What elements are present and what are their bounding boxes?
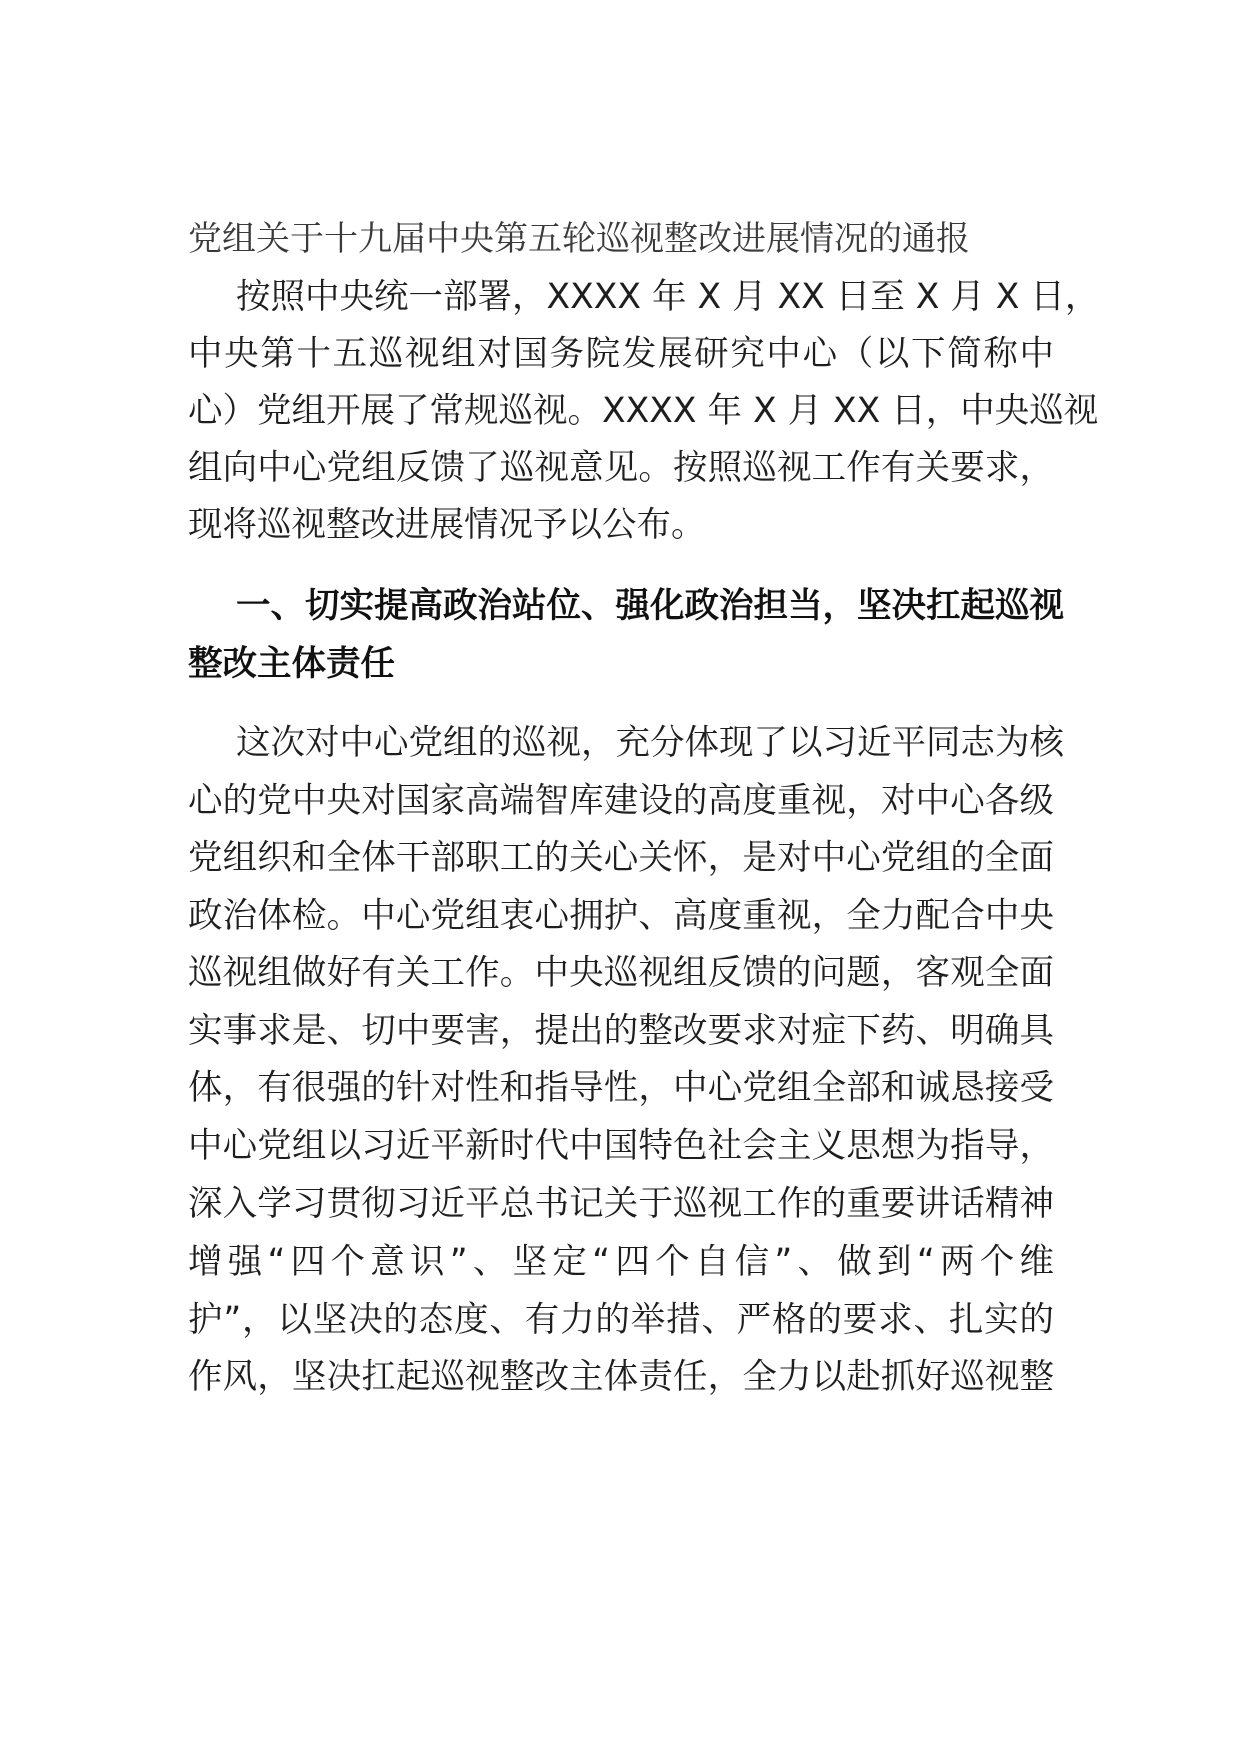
paragraph-1-line: 按照中央统一部署，XXXX 年 X 月 XX 日至 X 月 X 日， [236, 277, 1100, 317]
section-heading-line: 整改主体责任 [188, 644, 395, 684]
paragraph-1-line: 心）党组开展了常规巡视。XXXX 年 X 月 XX 日，中央巡视 [188, 391, 1099, 431]
paragraph-2-line: 这次对中心党组的巡视，充分体现了以习近平同志为核 [236, 723, 1064, 763]
paragraph-1-line: 现将巡视整改进展情况予以公布。 [188, 505, 706, 545]
paragraph-2-line: 增强“四个意识”、坚定“四个自信”、做到“两个维 [188, 1242, 1054, 1282]
paragraph-2-line: 护”，以坚决的态度、有力的举措、严格的要求、扎实的 [188, 1300, 1054, 1340]
paragraph-2-line: 中心党组以习近平新时代中国特色社会主义思想为指导， [188, 1126, 1054, 1166]
paragraph-2-line: 党组织和全体干部职工的关心关怀，是对中心党组的全面 [188, 838, 1054, 878]
paragraph-1-line: 中央第十五巡视组对国务院发展研究中心（以下简称中 [188, 334, 1054, 374]
paragraph-1-line: 组向中心党组反馈了巡视意见。按照巡视工作有关要求， [188, 448, 1054, 488]
paragraph-2-line: 巡视组做好有关工作。中央巡视组反馈的问题，客观全面 [188, 953, 1054, 993]
document-title: 党组关于十九届中央第五轮巡视整改进展情况的通报 [188, 219, 970, 259]
paragraph-2-line: 心的党中央对国家高端智库建设的高度重视，对中心各级 [188, 781, 1054, 821]
section-heading-line: 一、切实提高政治站位、强化政治担当，坚决扛起巡视 [236, 586, 1064, 626]
paragraph-2-line: 体，有很强的针对性和指导性，中心党组全部和诚恳接受 [188, 1068, 1054, 1108]
paragraph-2-line: 作风，坚决扛起巡视整改主体责任，全力以赴抓好巡视整 [188, 1357, 1054, 1397]
paragraph-2-line: 实事求是、切中要害，提出的整改要求对症下药、明确具 [188, 1011, 1054, 1051]
paragraph-2-line: 政治体检。中心党组衷心拥护、高度重视，全力配合中央 [188, 896, 1054, 936]
paragraph-2-line: 深入学习贯彻习近平总书记关于巡视工作的重要讲话精神 [188, 1184, 1054, 1224]
